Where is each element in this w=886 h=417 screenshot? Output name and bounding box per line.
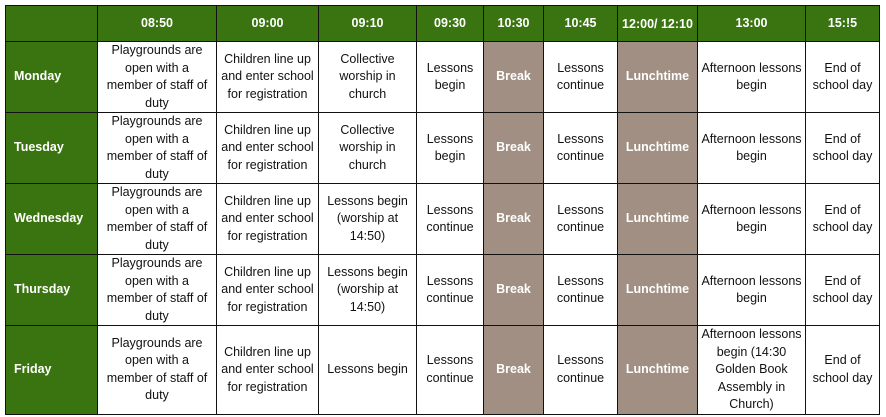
activity-cell: Children line up and enter school for registration — [217, 42, 319, 113]
time-header: 13:00 — [698, 6, 806, 42]
lunch-cell: Lunchtime — [618, 184, 698, 255]
activity-cell: Lessons begin — [417, 113, 484, 184]
activity-cell: Playgrounds are open with a member of staff of duty — [98, 184, 217, 255]
activity-cell: Playgrounds are open with a member of staff of duty — [98, 113, 217, 184]
activity-cell: Lessons continue — [544, 113, 618, 184]
break-cell: Break — [484, 184, 544, 255]
lunch-cell: Lunchtime — [618, 42, 698, 113]
activity-cell: Children line up and enter school for registration — [217, 184, 319, 255]
break-cell: Break — [484, 42, 544, 113]
activity-cell: Lessons continue — [544, 42, 618, 113]
break-cell: Break — [484, 326, 544, 415]
table-row — [6, 184, 880, 255]
table-row — [6, 255, 880, 326]
time-header: 12:00/ 12:10 — [618, 6, 698, 42]
activity-cell: Lessons continue — [544, 326, 618, 415]
day-label: Friday — [6, 326, 98, 415]
time-header: 09:00 — [217, 6, 319, 42]
activity-cell: Lessons continue — [417, 184, 484, 255]
timetable-body — [6, 42, 880, 415]
activity-cell: Lessons continue — [544, 184, 618, 255]
table-row — [6, 326, 880, 415]
time-header: 09:10 — [319, 6, 417, 42]
day-label: Tuesday — [6, 113, 98, 184]
activity-cell: End of school day — [806, 326, 880, 415]
activity-cell: End of school day — [806, 255, 880, 326]
break-cell: Break — [484, 113, 544, 184]
activity-cell: Afternoon lessons begin — [698, 255, 806, 326]
time-header: 08:50 — [98, 6, 217, 42]
activity-cell: Playgrounds are open with a member of staff of duty — [98, 42, 217, 113]
time-header: 09:30 — [417, 6, 484, 42]
lunch-cell: Lunchtime — [618, 113, 698, 184]
activity-cell: Children line up and enter school for registration — [217, 255, 319, 326]
activity-cell: Lessons begin — [319, 326, 417, 415]
activity-cell: Playgrounds are open with a member of staff of duty — [98, 326, 217, 415]
activity-cell: Afternoon lessons begin — [698, 184, 806, 255]
activity-cell: Lessons continue — [417, 255, 484, 326]
lunch-cell: Lunchtime — [618, 326, 698, 415]
time-header: 15:!5 — [806, 6, 880, 42]
activity-cell: End of school day — [806, 113, 880, 184]
header-row — [6, 6, 880, 42]
activity-cell: Afternoon lessons begin — [698, 42, 806, 113]
lunch-cell: Lunchtime — [618, 255, 698, 326]
break-cell: Break — [484, 255, 544, 326]
activity-cell: Lessons continue — [417, 326, 484, 415]
day-label: Wednesday — [6, 184, 98, 255]
day-label: Thursday — [6, 255, 98, 326]
activity-cell: Children line up and enter school for registration — [217, 113, 319, 184]
activity-cell: End of school day — [806, 42, 880, 113]
school-day-timetable — [5, 5, 880, 415]
activity-cell: Lessons begin (worship at 14:50) — [319, 255, 417, 326]
activity-cell: Collective worship in church — [319, 113, 417, 184]
time-header: 10:45 — [544, 6, 618, 42]
activity-cell: Afternoon lessons begin — [698, 113, 806, 184]
activity-cell: Collective worship in church — [319, 42, 417, 113]
activity-cell: Lessons begin (worship at 14:50) — [319, 184, 417, 255]
time-header: 10:30 — [484, 6, 544, 42]
table-row — [6, 42, 880, 113]
activity-cell: Afternoon lessons begin (14:30 Golden Book Assembly in Church) — [698, 326, 806, 415]
corner-header — [6, 6, 98, 42]
activity-cell: End of school day — [806, 184, 880, 255]
activity-cell: Children line up and enter school for registration — [217, 326, 319, 415]
activity-cell: Playgrounds are open with a member of staff of duty — [98, 255, 217, 326]
activity-cell: Lessons continue — [544, 255, 618, 326]
activity-cell: Lessons begin — [417, 42, 484, 113]
day-label: Monday — [6, 42, 98, 113]
table-row — [6, 113, 880, 184]
